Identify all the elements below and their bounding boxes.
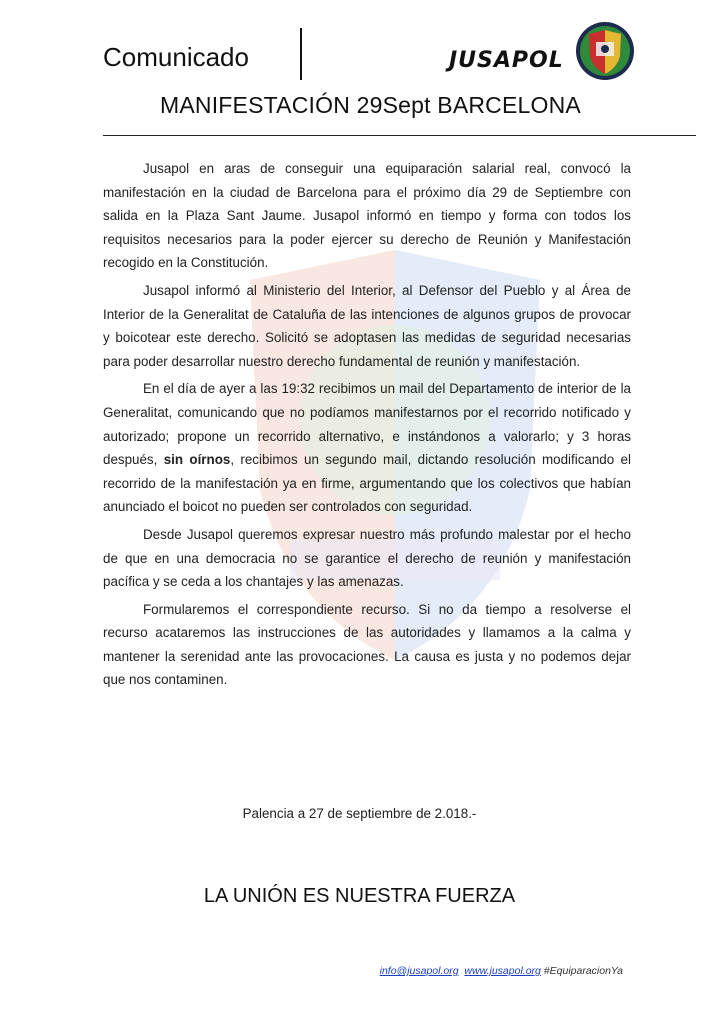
brand-name: JUSAPOL bbox=[449, 48, 564, 73]
email-link[interactable]: info@jusapol.org bbox=[379, 965, 459, 977]
motto: LA UNIÓN ES NUESTRA FUERZA bbox=[203, 885, 516, 907]
paragraph-3-start: En el día de ayer a las 19:32 recibimos un mail del Departamento de interior de la Generalitat, comunicando que no podíamos manifestarnos por el recorrido notificado y autorizado; propone un recorrido alternativo, e instándonos a valorarlo; y 3 horas después, bbox=[103, 381, 631, 468]
footer-contacts bbox=[380, 965, 623, 977]
paragraph-3 bbox=[103, 377, 631, 519]
document-type-title: Comunicado bbox=[103, 42, 249, 72]
paragraph-3-emphasis: sin oírnos bbox=[163, 452, 231, 468]
hashtag: #EquiparacionYa bbox=[543, 965, 623, 977]
header-rule bbox=[103, 135, 696, 136]
paragraph-4: Desde Jusapol queremos expresar nuestro más profundo malestar por el hecho de que en una democracia no se garantice el derecho de reunión y manifestación pacífica y se ceda a los chantajes y las amenazas. bbox=[103, 526, 631, 590]
paragraph-3-end: , recibimos un segundo mail, dictando resolución modificando el recorrido de la manifestación ya en firme, argumentando que los colectivos que habían anunciado el boicot no pueden ser controlados con seguridad. bbox=[103, 452, 631, 515]
jusapol-emblem-icon bbox=[575, 20, 635, 82]
paragraph-1: Jusapol en aras de conseguir una equiparación salarial real, convocó la manifestación en la ciudad de Barcelona para el próximo día 29 de Septiembre con salida en la Plaza Sant Jaume. Jusapol informó en tiempo y forma con todos los requisitos necesarios para la poder ejercer su derecho de Reunión y Manifestación recogido en la Constitución. bbox=[103, 161, 631, 271]
communique-body bbox=[103, 157, 631, 696]
place-date-signature: Palencia a 27 de septiembre de 2.018.- bbox=[242, 806, 477, 821]
header-divider bbox=[300, 28, 302, 80]
page-title: MANIFESTACIÓN 29Sept BARCELONA bbox=[160, 92, 581, 118]
paragraph-2: Jusapol informó al Ministerio del Interior, al Defensor del Pueblo y al Área de Interior de la Generalitat de Cataluña de las intenciones de algunos grupos de provocar y boicotear este derecho. Solicitó se adoptasen las medidas de seguridad necesarias para poder desarrollar nuestro derecho fundamental de reunión y manifestación. bbox=[103, 282, 631, 369]
website-link[interactable]: www.jusapol.org bbox=[464, 965, 541, 977]
paragraph-5: Formularemos el correspondiente recurso. Si no da tiempo a resolverse el recurso acataremos las instrucciones de las autoridades y llamamos a la calma y mantener la serenidad ante las provocaciones. La causa es justa y no podemos dejar que nos contaminen. bbox=[103, 601, 631, 688]
